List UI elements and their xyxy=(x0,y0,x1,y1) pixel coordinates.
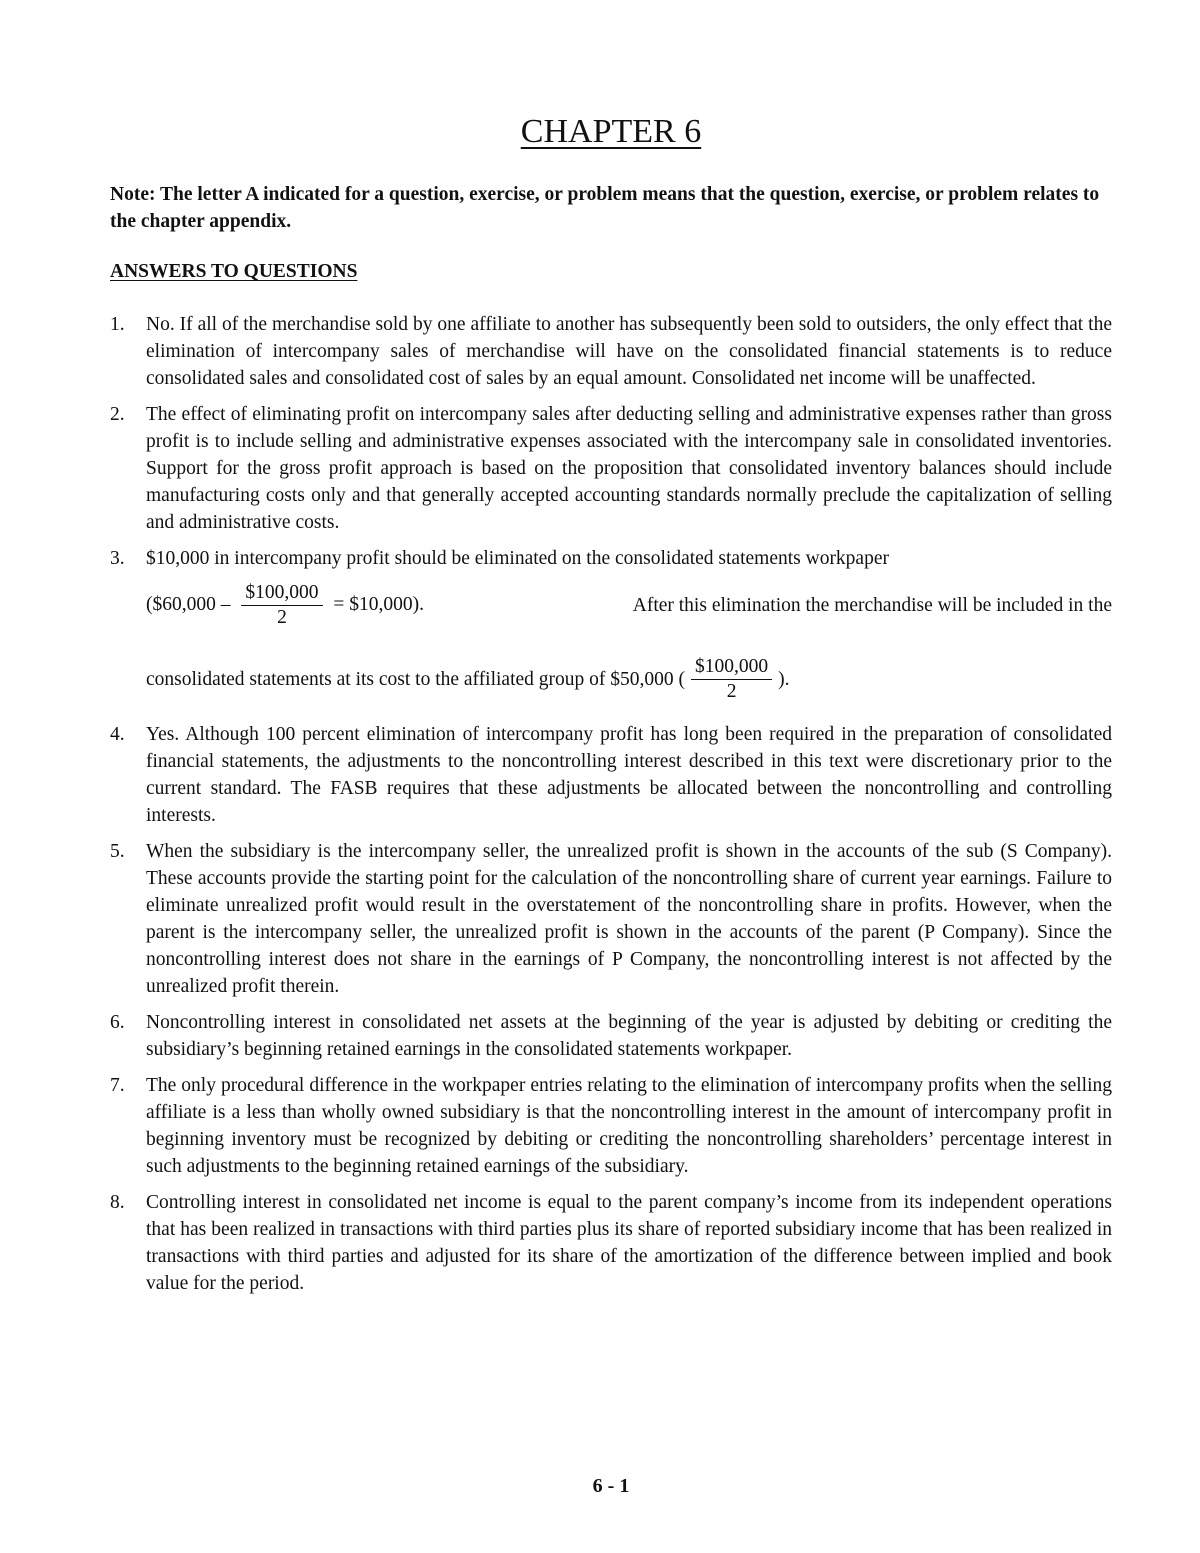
answer-text: Yes. Although 100 percent elimination of intercompany profit has long been required in the preparation of consolidated financial statements, the adjustments to the noncontrolling interest described in this text were discretionary prior to the current standard. The FASB requires that these adjustments be allocated between the noncontrolling and controlling interests. xyxy=(146,724,1112,826)
answer-number: 5. xyxy=(110,841,125,862)
answer-item xyxy=(110,311,1112,392)
answer-text: No. If all of the merchandise sold by one affiliate to another has subsequently been sold to outsiders, the only effect that the elimination of intercompany sales of merchandise will have on the consolidated financial statements is to reduce consolidated sales and consolidated cost of sales by an equal amount. Consolidated net income will be unaffected. xyxy=(146,314,1112,389)
answer-number: 6. xyxy=(110,1012,125,1033)
calc2-before-text: consolidated statements at its cost to the affiliated group of $50,000 ( xyxy=(146,668,686,690)
fraction-denominator: 2 xyxy=(726,680,737,702)
page-number: 6 - 1 xyxy=(592,1475,630,1497)
calculation-line xyxy=(146,572,1112,638)
answer-text: $10,000 in intercompany profit should be eliminated on the consolidated statements workpaper xyxy=(146,548,889,569)
calc-after-text: After this elimination the merchandise will be included in the xyxy=(632,594,1112,616)
fraction-denominator: 2 xyxy=(277,606,287,628)
answer-text: The effect of eliminating profit on intercompany sales after deducting selling and administrative expenses rather than gross profit is to include selling and administrative expenses associated with the intercompany sale in consolidated inventories. Support for the gross profit approach is based on the proposition that consolidated inventory balances should include manufacturing costs only and that generally accepted accounting standards normally preclude the capitalization of selling and administrative costs. xyxy=(146,404,1112,533)
calculation-line-2 xyxy=(146,646,1112,712)
answer-item xyxy=(110,545,1112,712)
fraction xyxy=(241,581,322,630)
answer-number: 2. xyxy=(110,404,125,425)
calc-result: = $10,000). xyxy=(333,593,424,615)
answer-item xyxy=(110,838,1112,1000)
answer-item xyxy=(110,1189,1112,1297)
section-heading: ANSWERS TO QUESTIONS xyxy=(110,261,358,282)
appendix-note: Note: The letter A indicated for a question, exercise, or problem means that the question, exercise, or problem relates to the chapter appendix. xyxy=(110,184,1100,232)
answer-number: 7. xyxy=(110,1075,125,1096)
calc-open-text: ($60,000 – xyxy=(146,593,231,615)
answer-number: 1. xyxy=(110,314,125,335)
chapter-title xyxy=(110,112,1112,152)
answer-number: 8. xyxy=(110,1192,125,1213)
answer-item xyxy=(110,1072,1112,1180)
answer-item xyxy=(110,721,1112,829)
fraction-numerator: $100,000 xyxy=(691,655,772,680)
answer-item xyxy=(110,401,1112,536)
fraction-numerator: $100,000 xyxy=(241,581,322,606)
calc-open xyxy=(146,581,424,630)
chapter-title-text: CHAPTER 6 xyxy=(520,113,702,150)
answer-text: Noncontrolling interest in consolidated net assets at the beginning of the year is adjusted by debiting or crediting the subsidiary’s beginning retained earnings in the consolidated statements workpaper. xyxy=(146,1012,1112,1060)
answer-number: 3. xyxy=(110,548,125,569)
answer-text: The only procedural difference in the workpaper entries relating to the elimination of intercompany profits when the selling affiliate is a less than wholly owned subsidiary is that the noncontrolling interest in the amount of intercompany profit in beginning inventory must be recognized by debiting or crediting the noncontrolling shareholders’ percentage interest in such adjustments to the beginning retained earnings of the subsidiary. xyxy=(146,1075,1112,1177)
answers-list xyxy=(110,311,1112,1306)
fraction xyxy=(691,655,772,704)
answer-text: When the subsidiary is the intercompany seller, the unrealized profit is shown in the accounts of the sub (S Company). These accounts provide the starting point for the calculation of the noncontrolling share of current year earnings. Failure to eliminate unrealized profit would result in the overstatement of the noncontrolling share in profits. However, when the parent is the intercompany seller, the unrealized profit is shown in the accounts of the parent (P Company). Since the noncontrolling interest does not share in the earnings of P Company, the noncontrolling interest is not affected by the unrealized profit therein. xyxy=(146,841,1112,997)
answer-text: Controlling interest in consolidated net income is equal to the parent company’s income from its independent operations that has been realized in transactions with third parties plus its share of reported subsidiary income that has been realized in transactions with third parties and adjusted for its share of the amortization of the difference between implied and book value for the period. xyxy=(146,1192,1112,1294)
answer-number: 4. xyxy=(110,724,125,745)
calc2-after-text: ). xyxy=(778,668,790,690)
answer-item xyxy=(110,1009,1112,1063)
